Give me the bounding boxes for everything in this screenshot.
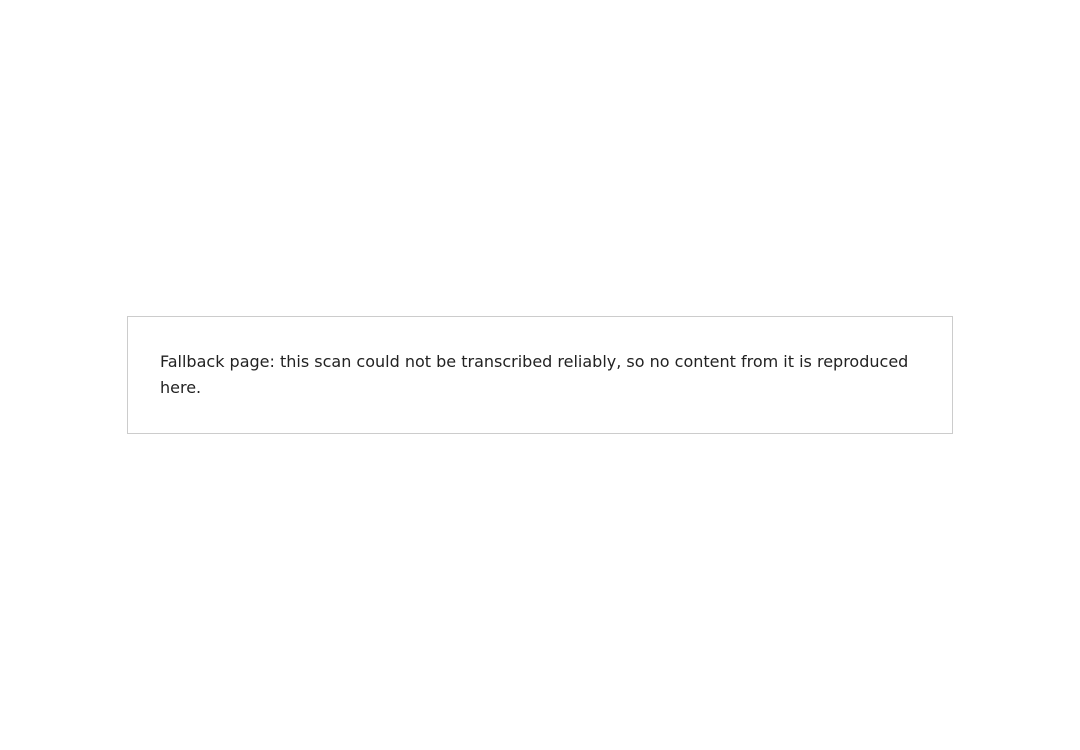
fallback-notice: Fallback page: this scan could not be transcribed reliably, so no content from it is reproduced here. xyxy=(127,316,953,433)
